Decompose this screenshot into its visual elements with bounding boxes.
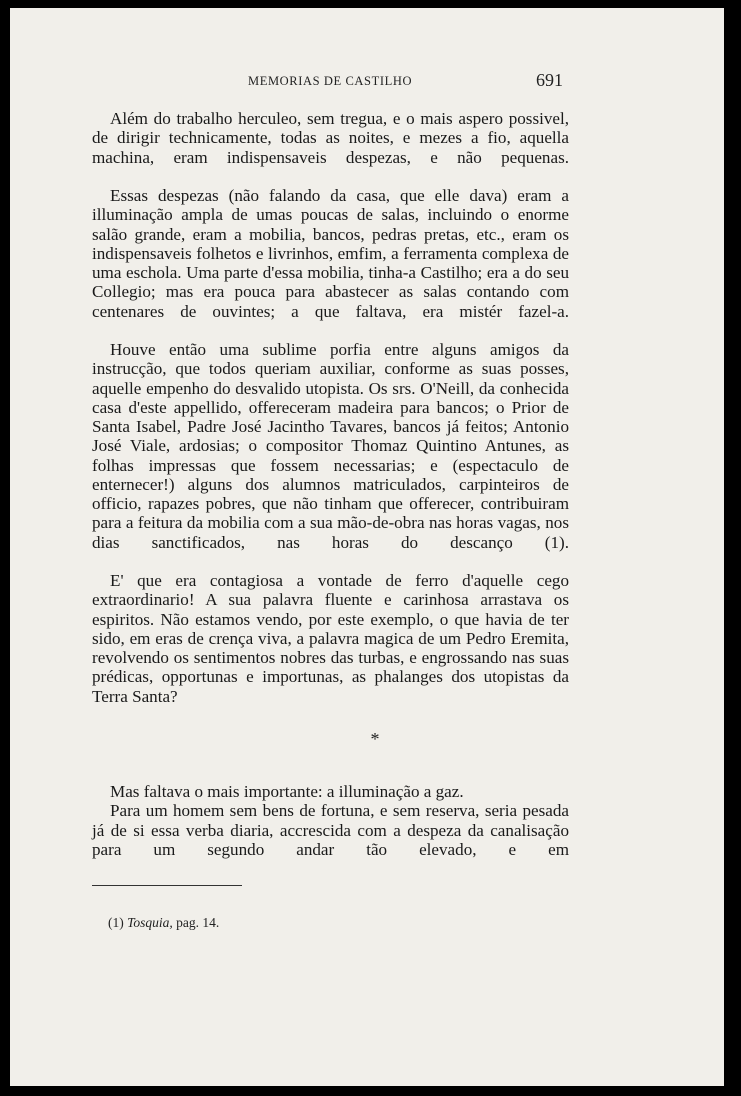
page-number: 691 bbox=[536, 70, 563, 90]
footnote bbox=[108, 915, 219, 931]
footnote-marker: (1) bbox=[108, 915, 124, 930]
section-separator: * bbox=[370, 729, 380, 749]
main-text-continued bbox=[92, 782, 569, 878]
paragraph-5: Mas faltava o mais importante: a illuminação a gaz. bbox=[110, 782, 464, 801]
main-text bbox=[92, 109, 569, 706]
book-page bbox=[10, 8, 724, 1086]
paragraph-1: Além do trabalho herculeo, sem tregua, e o mais aspero possivel, de dirigir technicamente, todas as noites, e mezes a fio, aquella machina, eram indispensaveis despezas, e não pequenas. bbox=[92, 109, 569, 167]
footnote-rule bbox=[92, 885, 242, 886]
page-header bbox=[10, 70, 724, 94]
running-title: MEMORIAS DE CASTILHO bbox=[248, 74, 413, 88]
footnote-ref: pag. 14. bbox=[176, 915, 220, 930]
paragraph-3: Houve então uma sublime porfia entre alguns amigos da instrucção, que todos queriam auxiliar, conforme as suas posses, aquelle empenho do desvalido utopista. Os srs. O'Neill, da conhecida casa d'este appellido, offereceram madeira para bancos; o Prior de Santa Isabel, Padre José Jacintho Tavares, bancos já feitos; Antonio José Viale, ardosias; o compositor Thomaz Quintino Antunes, as folhas impressas que fossem necessarias; e (espectaculo de enternecer!) alguns dos alumnos matriculados, carpinteiros de officio, rapazes pobres, que não tinham que offerecer, contribuiram para a feitura da mobilia com a sua mão-de-obra nas horas vagas, nos dias sanctificados, nas horas do descanço (1). bbox=[92, 340, 569, 552]
footnote-title: Tosquia, bbox=[127, 915, 173, 930]
paragraph-4: E' que era contagiosa a vontade de ferro d'aquelle cego extraordinario! A sua palavra fluente e carinhosa arrastava os espiritos. Não estamos vendo, por este exemplo, o que havia de ter sido, em eras de crença viva, a palavra magica de um Pedro Eremita, revolvendo os sentimentos nobres das turbas, e engrossando nas suas prédicas, opportunas e importunas, as phalanges dos utopistas da Terra Santa? bbox=[92, 571, 569, 706]
paragraph-6: Para um homem sem bens de fortuna, e sem reserva, seria pesada já de si essa verba diaria, accrescida com a despeza da canalisação para um segundo andar tão elevado, e em bbox=[92, 801, 569, 859]
paragraph-2: Essas despezas (não falando da casa, que elle dava) eram a illuminação ampla de umas poucas de salas, incluindo o enorme salão grande, eram a mobilia, bancos, pedras pretas, etc., eram os indispensaveis folhetos e livrinhos, emfim, a ferramenta complexa de uma escholа. Uma parte d'essa mobilia, tinha-a Castilho; era a do seu Collegio; mas era pouca para abastecer as salas contando com centenares de ouvintes; a que faltava, era mistér fazel-a. bbox=[92, 186, 569, 321]
